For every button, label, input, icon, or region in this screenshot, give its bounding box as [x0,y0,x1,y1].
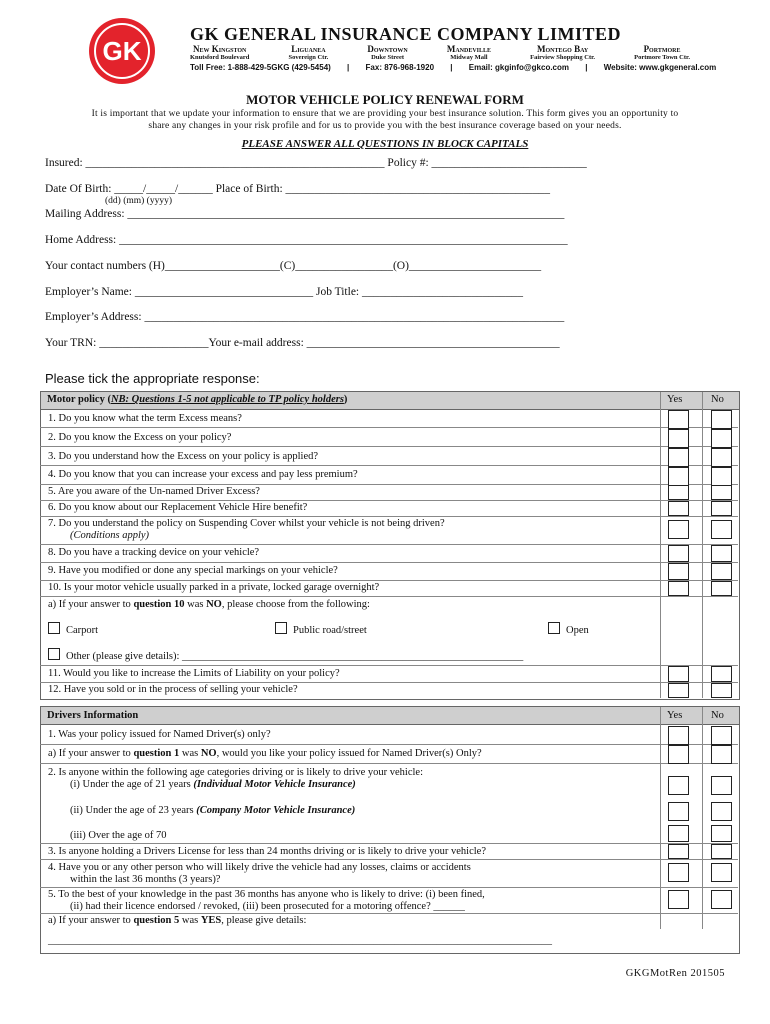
q5-yes-checkbox[interactable] [668,485,689,500]
fax: Fax: 876-968-1920 [365,63,435,72]
drivers-question-5a: a) If your answer to question 5 was YES, please give details: [48,915,307,926]
contact-numbers-field[interactable]: Your contact numbers (H)____________________(C)_________________(O)_______________________ [45,260,542,272]
option-carport[interactable]: Carport [48,622,98,637]
d2i-no-checkbox[interactable] [711,776,732,795]
drivers-question-4-cont: within the last 36 months (3 years)? [70,874,221,885]
separator: | [347,63,350,72]
motor-question-7-note: (Conditions apply) [70,530,150,541]
d5-no-checkbox[interactable] [711,890,732,909]
branch: Portmore Portmore Town Ctr. [634,44,690,61]
employer-field[interactable]: Employer’s Name: _______________________________ Job Title: ____________________________ [45,286,523,298]
d2iii-no-checkbox[interactable] [711,825,732,842]
d1-no-checkbox[interactable] [711,726,732,745]
email-link[interactable]: Email: gkginfo@gkco.com [468,63,570,72]
d1-yes-checkbox[interactable] [668,726,689,745]
branch: New Kingston Knutsford Boulevard [190,44,250,61]
motor-question-3: 3. Do you understand how the Excess on your policy is applied? [48,451,319,462]
drivers-question-2: 2. Is anyone within the following age categories driving or is likely to drive your vehicle: [48,767,423,778]
other-checkbox[interactable] [48,648,60,660]
drivers-question-4: 4. Have you or any other person who will likely drive the vehicle had any losses, claims or accidents [48,862,471,873]
drivers-question-2-iii: (iii) Over the age of 70 [70,830,167,841]
d2iii-yes-checkbox[interactable] [668,825,689,842]
q9-no-checkbox[interactable] [711,563,732,580]
intro-text: It is important that we update your information to ensure that we are providing your best insurance solution. This form gives you an opportunity to share any changes in your risk profile and for us to provide you with the best insurance coverage based on your needs. [91,109,679,131]
contact-info [190,63,730,72]
mailing-address-field[interactable]: Mailing Address: ____________________________________________________________________________ [45,208,565,220]
q2-no-checkbox[interactable] [711,429,732,448]
q8-no-checkbox[interactable] [711,545,732,562]
company-name: GK GENERAL INSURANCE COMPANY LIMITED [190,24,622,44]
public-road-checkbox[interactable] [275,622,287,634]
option-open[interactable]: Open [548,622,589,637]
home-address-field[interactable]: Home Address: ______________________________________________________________________________ [45,234,568,246]
dob-format-hint: (dd) (mm) (yyyy) [105,196,173,206]
drivers-question-2-ii: (ii) Under the age of 23 years (Company Motor Vehicle Insurance) [70,805,356,816]
motor-question-5: 5. Are you aware of the Un-named Driver Excess? [48,486,260,497]
branch: Downtown Duke Street [367,44,408,61]
q6-yes-checkbox[interactable] [668,501,689,516]
branch: Montego Bay Fairview Shopping Ctr. [530,44,596,61]
no-column-header: No [711,710,724,721]
d4-yes-checkbox[interactable] [668,863,689,882]
q8-yes-checkbox[interactable] [668,545,689,562]
details-line[interactable]: ________________________________________________________________________________________________ [48,935,552,946]
form-code: GKGMotRen 201505 [625,968,725,979]
q7-yes-checkbox[interactable] [668,520,689,539]
q3-yes-checkbox[interactable] [668,448,689,467]
drivers-question-5-cont: (ii) had their licence endorsed / revoked, (iii) been prosecuted for a motoring offence? ______ [70,901,465,912]
q3-no-checkbox[interactable] [711,448,732,467]
q7-no-checkbox[interactable] [711,520,732,539]
q10-yes-checkbox[interactable] [668,581,689,596]
motor-question-12: 12. Have you sold or in the process of selling your vehicle? [48,684,298,695]
yes-column-header: Yes [667,394,683,405]
motor-question-11: 11. Would you like to increase the Limits of Liability on your policy? [48,668,340,679]
motor-question-10a: a) If your answer to question 10 was NO, please choose from the following: [48,599,370,610]
drivers-question-1a: a) If your answer to question 1 was NO, would you like your policy issued for Named Driver(s) Only? [48,748,482,759]
website-link[interactable]: Website: www.gkgeneral.com [603,63,717,72]
branch-list [190,44,690,61]
separator: | [450,63,453,72]
q4-no-checkbox[interactable] [711,467,732,486]
q6-no-checkbox[interactable] [711,501,732,516]
toll-free: Toll Free: 1-888-429-5GKG (429-5454) [190,63,331,72]
motor-question-8: 8. Do you have a tracking device on your vehicle? [48,547,260,558]
d1a-no-checkbox[interactable] [711,745,732,764]
q9-yes-checkbox[interactable] [668,563,689,580]
drivers-question-2-i: (i) Under the age of 21 years (Individual Motor Vehicle Insurance) [70,779,356,790]
motor-question-4: 4. Do you know that you can increase your excess and pay less premium? [48,469,358,480]
employer-address-field[interactable]: Employer’s Address: _________________________________________________________________________ [45,311,565,323]
q1-yes-checkbox[interactable] [668,410,689,429]
branch: Liguanea Sovereign Ctr. [288,44,329,61]
motor-question-6: 6. Do you know about our Replacement Vehicle Hire benefit? [48,502,308,513]
q11-yes-checkbox[interactable] [668,666,689,682]
drivers-header [41,707,739,725]
d2i-yes-checkbox[interactable] [668,776,689,795]
q11-no-checkbox[interactable] [711,666,732,682]
option-public-road[interactable]: Public road/street [275,622,367,637]
tick-instruction: Please tick the appropriate response: [45,371,260,386]
d2ii-yes-checkbox[interactable] [668,802,689,821]
q5-no-checkbox[interactable] [711,485,732,500]
branch: Mandeville Midway Mall [446,44,492,61]
logo-text: GK [102,35,142,66]
insured-field[interactable]: Insured: ____________________________________________________ Policy #: ___________________________ [45,157,587,169]
trn-email-field[interactable]: Your TRN: ___________________Your e-mail address: ____________________________________________ [45,337,560,349]
drivers-heading: Drivers Information [47,710,139,721]
drivers-question-1: 1. Was your policy issued for Named Driver(s) only? [48,729,271,740]
yes-column-header: Yes [667,710,683,721]
motor-question-1: 1. Do you know what the term Excess means? [48,413,242,424]
d3-no-checkbox[interactable] [711,844,732,859]
q2-yes-checkbox[interactable] [668,429,689,448]
motor-question-10: 10. Is your motor vehicle usually parked in a private, locked garage overnight? [48,582,380,593]
carport-checkbox[interactable] [48,622,60,634]
q12-yes-checkbox[interactable] [668,683,689,698]
motor-policy-heading: Motor policy (NB: Questions 1-5 not applicable to TP policy holders) [47,394,348,405]
separator: | [585,63,588,72]
form-title: MOTOR VEHICLE POLICY RENEWAL FORM [246,92,524,107]
open-checkbox[interactable] [548,622,560,634]
d5-yes-checkbox[interactable] [668,890,689,909]
drivers-question-3: 3. Is anyone holding a Drivers License for less than 24 months driving or is likely to drive your vehicle? [48,846,486,857]
option-other[interactable]: Other (please give details): _________________________________________________________________ [48,648,523,663]
motor-question-9: 9. Have you modified or done any special markings on your vehicle? [48,565,338,576]
q4-yes-checkbox[interactable] [668,467,689,486]
block-capitals-note: PLEASE ANSWER ALL QUESTIONS IN BLOCK CAPITALS [241,138,529,150]
q1-no-checkbox[interactable] [711,410,732,429]
d1a-yes-checkbox[interactable] [668,745,689,764]
q12-no-checkbox[interactable] [711,683,732,698]
d3-yes-checkbox[interactable] [668,844,689,859]
motor-question-2: 2. Do you know the Excess on your policy? [48,432,232,443]
dob-field[interactable]: Date Of Birth: _____/_____/______ Place of Birth: ______________________________________________ [45,183,551,195]
d2ii-no-checkbox[interactable] [711,802,732,821]
gk-logo [89,18,155,84]
drivers-question-5: 5. To the best of your knowledge in the past 36 months has anyone who is likely to drive: (i) been fined, [48,889,485,900]
d4-no-checkbox[interactable] [711,863,732,882]
no-column-header: No [711,394,724,405]
q10-no-checkbox[interactable] [711,581,732,596]
motor-question-7: 7. Do you understand the policy on Suspending Cover whilst your vehicle is not being driven? [48,518,445,529]
